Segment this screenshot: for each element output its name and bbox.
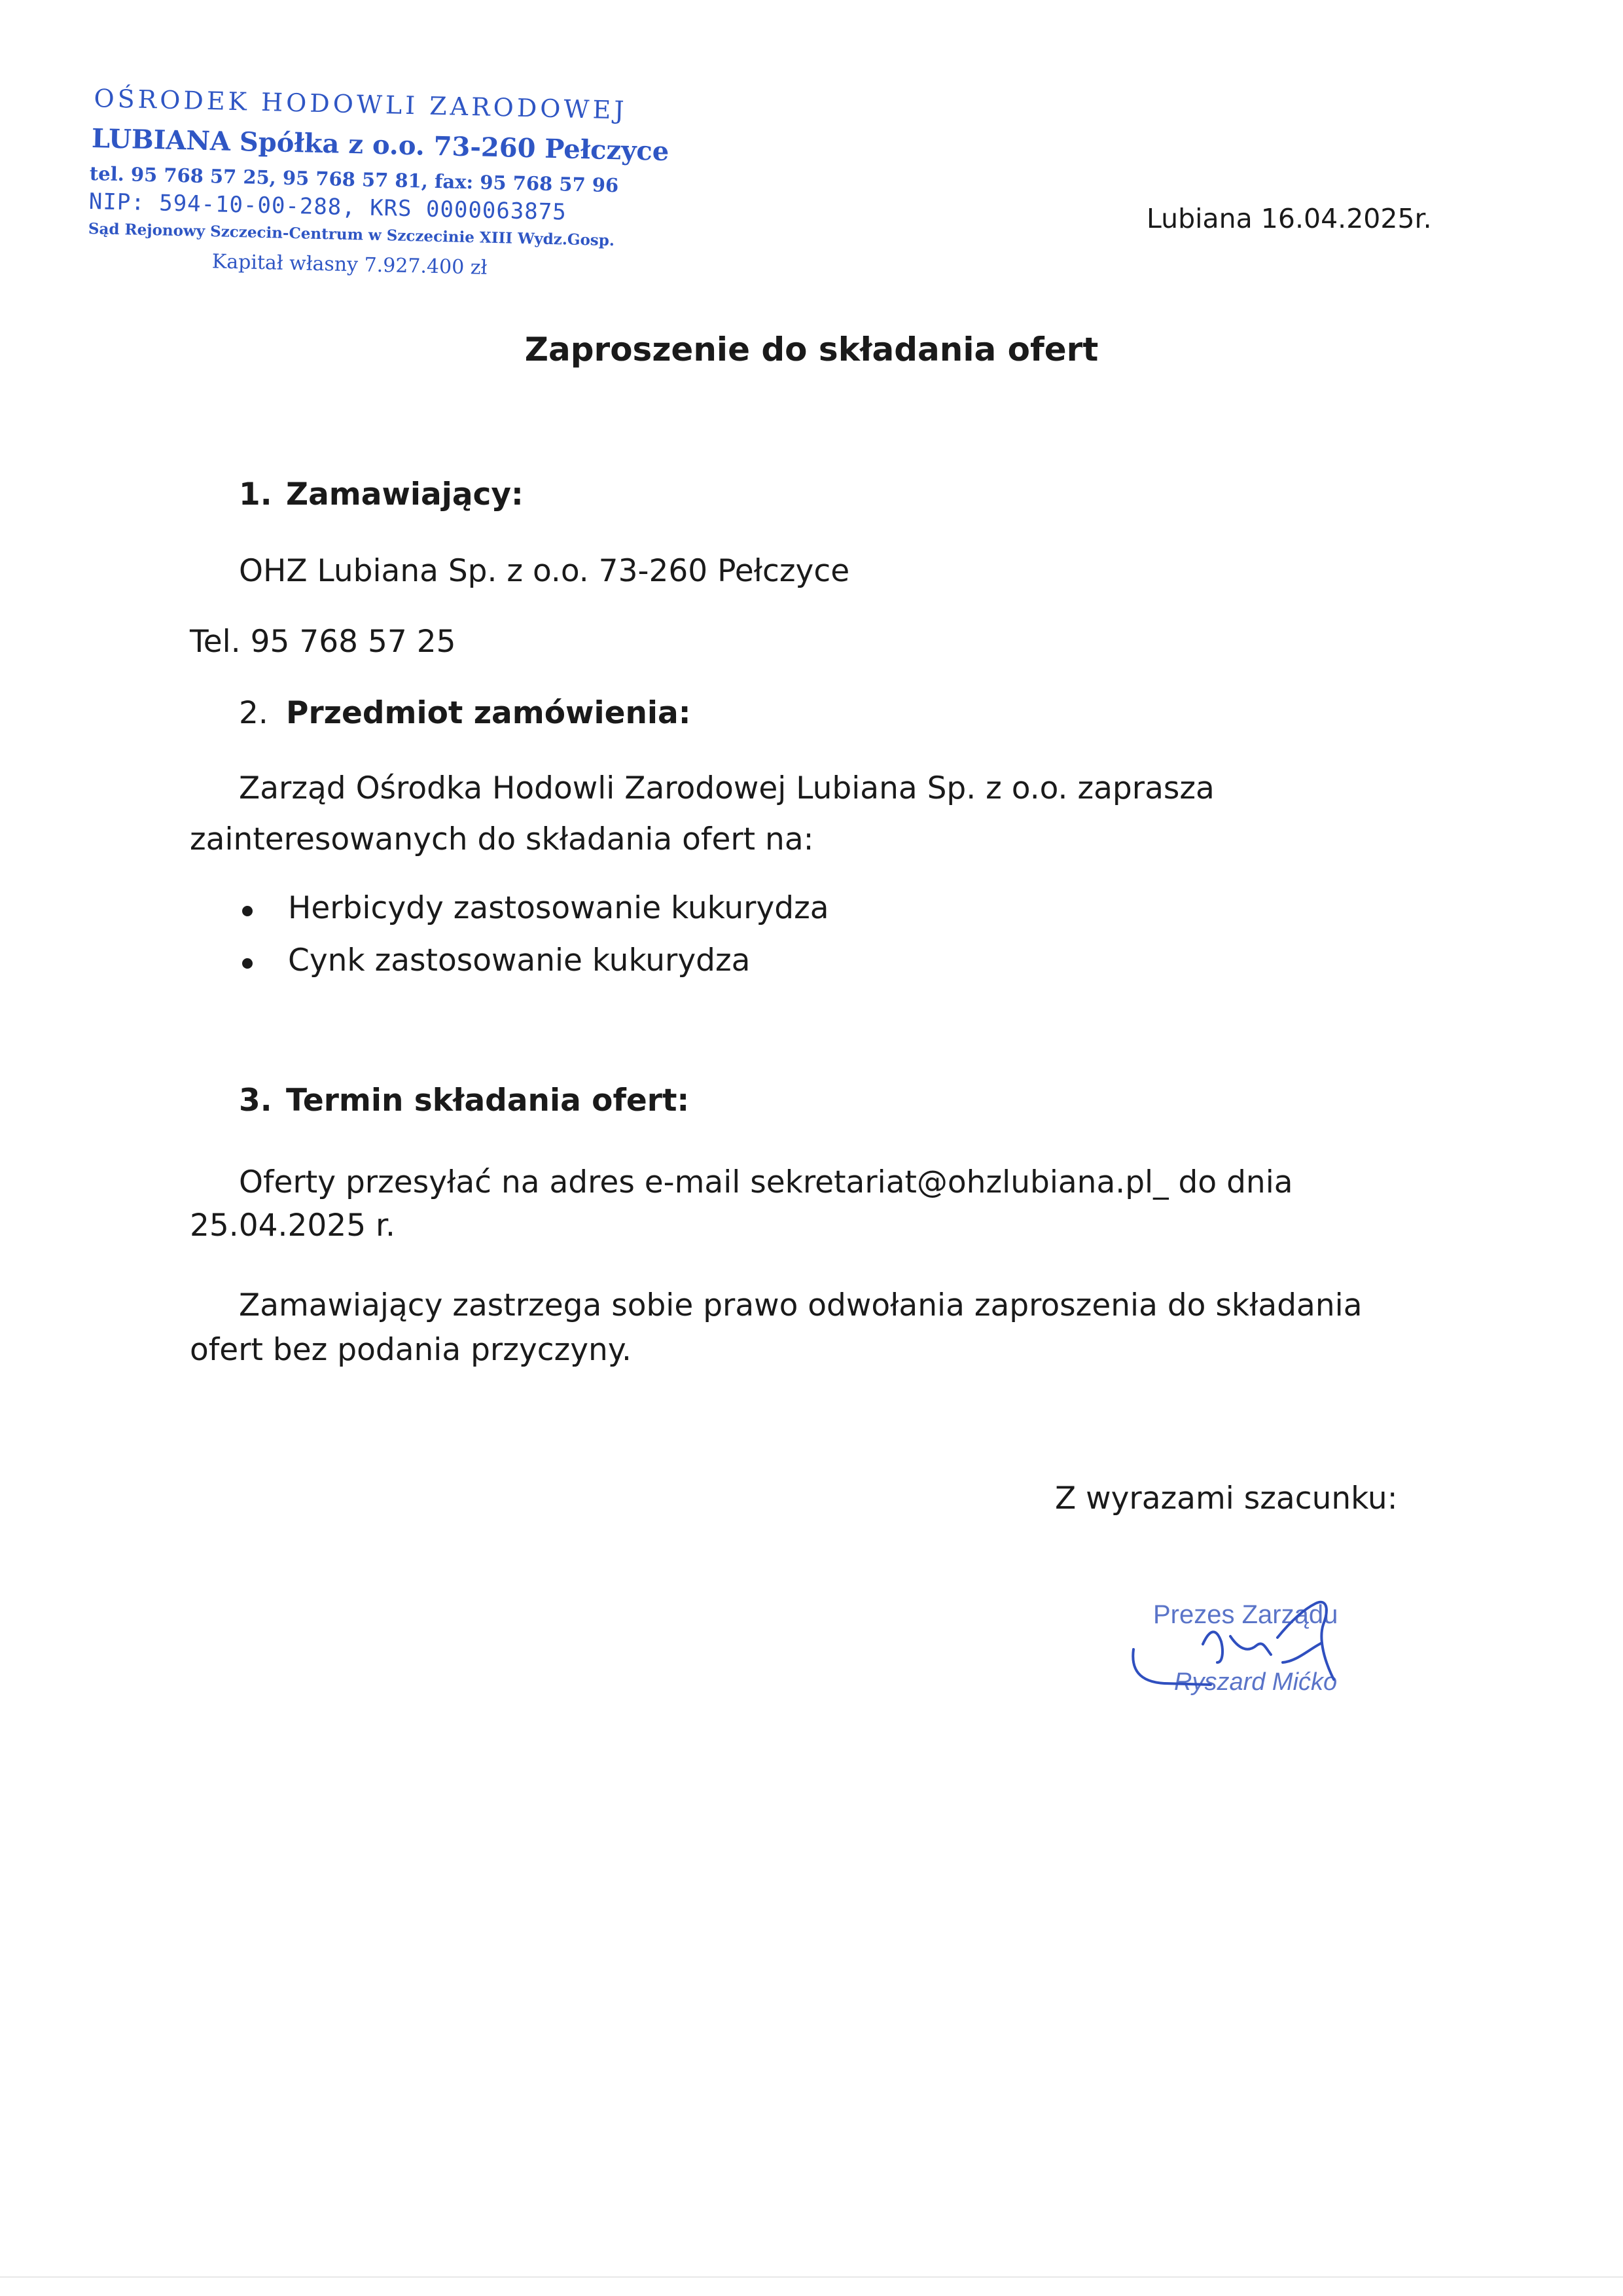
bullet-dot: [242, 906, 253, 916]
deadline-line-1: Oferty przesyłać na adres e-mail sekretariat@ohzlubiana.pl_ do dnia: [239, 1164, 1293, 1200]
document-date: Lubiana 16.04.2025r.: [1147, 203, 1432, 234]
list-item-text: Cynk zastosowanie kukurydza: [288, 942, 751, 978]
section-number: 3.: [239, 1083, 272, 1119]
stamp-company-address: LUBIANA Spółka z o.o. 73-260 Pełczyce: [91, 123, 669, 168]
signature-stamp: [1126, 1564, 1414, 1721]
subject-paragraph-line-1: Zarząd Ośrodka Hodowli Zarodowej Lubiana Sp. z o.o. zaprasza: [239, 770, 1215, 806]
stamp-nip-krs: NIP: 594-10-00-288, KRS 0000063875: [88, 188, 567, 226]
section-2-heading: [239, 695, 691, 731]
deadline-line-2: 25.04.2025 r.: [190, 1208, 395, 1244]
reservation-line-2: ofert bez podania przyczyny.: [190, 1332, 632, 1368]
stamp-company-name: OŚRODEK HODOWLI ZARODOWEJ: [94, 84, 628, 125]
reservation-line-1: Zamawiający zastrzega sobie prawo odwołania zaproszenia do składania: [239, 1287, 1363, 1323]
orderer-phone: Tel. 95 768 57 25: [190, 624, 456, 660]
subject-paragraph-line-2: zainteresowanych do składania ofert na:: [190, 821, 814, 857]
section-title: Zamawiający:: [286, 476, 524, 512]
section-1-heading: [239, 476, 524, 512]
section-title: Przedmiot zamówienia:: [286, 695, 691, 731]
section-number: 1.: [239, 476, 272, 512]
list-item-text: Herbicydy zastosowanie kukurydza: [288, 890, 829, 926]
stamp-phone: tel. 95 768 57 25, 95 768 57 81, fax: 95 768 57 96: [89, 162, 619, 197]
bullet-dot: [242, 958, 253, 969]
section-number: 2.: [239, 695, 268, 731]
section-title: Termin składania ofert:: [286, 1083, 690, 1119]
section-3-heading: [239, 1083, 689, 1119]
signature-title: Prezes Zarządu: [1153, 1600, 1338, 1629]
list-item: [242, 890, 1158, 929]
document-title: Zaproszenie do składania ofert: [524, 331, 1099, 368]
scan-edge: [0, 2276, 1623, 2278]
orderer-address: OHZ Lubiana Sp. z o.o. 73-260 Pełczyce: [239, 553, 850, 589]
signature-name: Ryszard Mićko: [1174, 1668, 1338, 1696]
closing-salutation: Z wyrazami szacunku:: [1055, 1480, 1398, 1516]
stamp-capital: Kapitał własny 7.927.400 zł: [211, 250, 488, 279]
company-stamp: [87, 84, 669, 293]
stamp-court: Sąd Rejonowy Szczecin-Centrum w Szczecinie XIII Wydz.Gosp.: [88, 219, 615, 250]
list-item: [242, 942, 1158, 982]
